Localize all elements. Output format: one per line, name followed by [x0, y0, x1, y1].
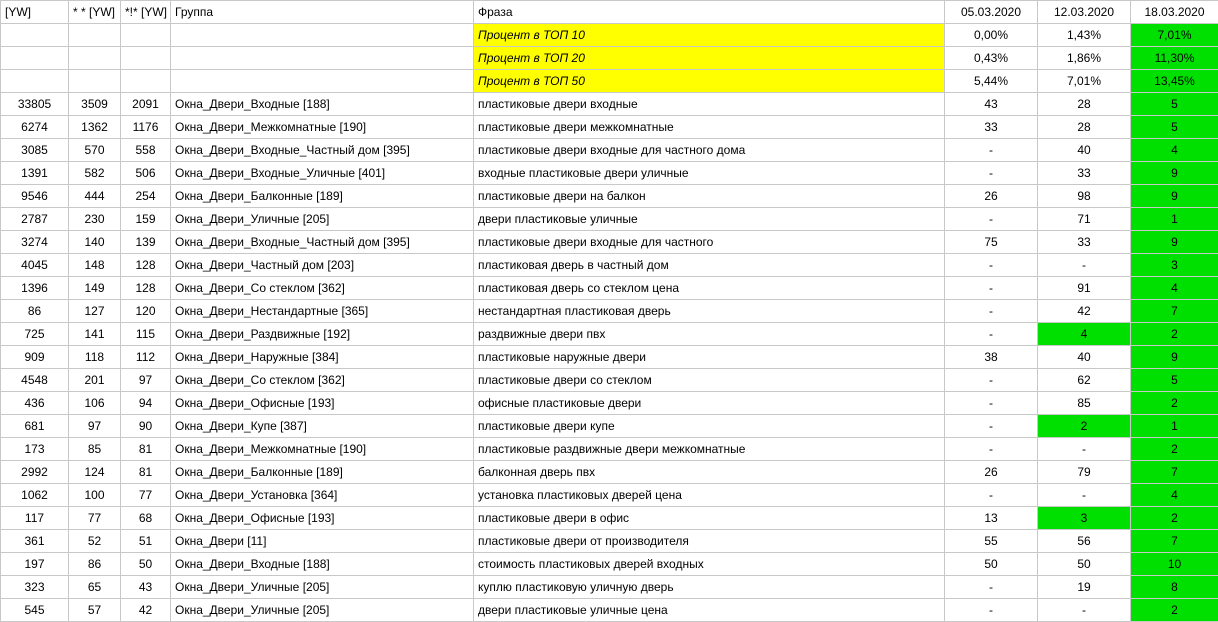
cell-group: Окна_Двери_Входные [188] — [171, 553, 474, 576]
cell-star-bang-yw: 43 — [121, 576, 171, 599]
cell-group: Окна_Двери_Нестандартные [365] — [171, 300, 474, 323]
cell-position-date-1: - — [945, 484, 1038, 507]
cell-star-bang-yw: 128 — [121, 277, 171, 300]
cell-position-date-3: 7 — [1131, 530, 1218, 553]
cell-star-bang-yw: 506 — [121, 162, 171, 185]
table-row — [1, 369, 1218, 392]
cell-group: Окна_Двери_Со стеклом [362] — [171, 277, 474, 300]
summary-value-date-3: 11,30% — [1131, 47, 1218, 70]
table-row — [1, 139, 1218, 162]
cell-star-bang-yw: 90 — [121, 415, 171, 438]
cell-yw: 9546 — [1, 185, 69, 208]
cell-position-date-1: 43 — [945, 93, 1038, 116]
cell-star-star-yw: 201 — [69, 369, 121, 392]
table-row — [1, 415, 1218, 438]
cell-yw: 4548 — [1, 369, 69, 392]
cell-yw: 2992 — [1, 461, 69, 484]
summary-row — [1, 24, 1218, 47]
cell-position-date-3: 4 — [1131, 139, 1218, 162]
cell-star-star-yw: 149 — [69, 277, 121, 300]
cell-phrase: пластиковая дверь со стеклом цена — [474, 277, 945, 300]
cell-yw: 909 — [1, 346, 69, 369]
cell-position-date-2: - — [1038, 484, 1131, 507]
cell-yw: 86 — [1, 300, 69, 323]
cell-position-date-2: 33 — [1038, 162, 1131, 185]
empty-cell — [69, 70, 121, 93]
cell-position-date-2: 85 — [1038, 392, 1131, 415]
cell-star-bang-yw: 120 — [121, 300, 171, 323]
cell-position-date-2: 56 — [1038, 530, 1131, 553]
column-header-yw[interactable]: [YW] — [1, 1, 69, 24]
cell-phrase: двери пластиковые уличные — [474, 208, 945, 231]
table-row — [1, 530, 1218, 553]
cell-phrase: стоимость пластиковых дверей входных — [474, 553, 945, 576]
cell-phrase: установка пластиковых дверей цена — [474, 484, 945, 507]
cell-group: Окна_Двери_Со стеклом [362] — [171, 369, 474, 392]
column-header-date-2[interactable]: 12.03.2020 — [1038, 1, 1131, 24]
cell-star-star-yw: 124 — [69, 461, 121, 484]
table-row — [1, 162, 1218, 185]
cell-position-date-2: 98 — [1038, 185, 1131, 208]
cell-phrase: пластиковые двери от производителя — [474, 530, 945, 553]
cell-star-bang-yw: 81 — [121, 461, 171, 484]
cell-position-date-2: 40 — [1038, 139, 1131, 162]
cell-yw: 3274 — [1, 231, 69, 254]
cell-position-date-2: - — [1038, 254, 1131, 277]
cell-position-date-2: 19 — [1038, 576, 1131, 599]
cell-position-date-2: 91 — [1038, 277, 1131, 300]
cell-star-bang-yw: 94 — [121, 392, 171, 415]
table-row — [1, 392, 1218, 415]
cell-star-star-yw: 148 — [69, 254, 121, 277]
cell-group: Окна_Двери_Раздвижные [192] — [171, 323, 474, 346]
cell-star-star-yw: 118 — [69, 346, 121, 369]
cell-group: Окна_Двери_Наружные [384] — [171, 346, 474, 369]
cell-phrase: балконная дверь пвх — [474, 461, 945, 484]
cell-group: Окна_Двери_Уличные [205] — [171, 599, 474, 622]
cell-group: Окна_Двери_Установка [364] — [171, 484, 474, 507]
cell-position-date-3: 4 — [1131, 277, 1218, 300]
cell-star-bang-yw: 159 — [121, 208, 171, 231]
cell-position-date-3: 9 — [1131, 346, 1218, 369]
cell-yw: 33805 — [1, 93, 69, 116]
cell-position-date-1: - — [945, 415, 1038, 438]
cell-position-date-1: 55 — [945, 530, 1038, 553]
cell-star-star-yw: 570 — [69, 139, 121, 162]
table-row — [1, 254, 1218, 277]
cell-star-bang-yw: 97 — [121, 369, 171, 392]
cell-star-star-yw: 3509 — [69, 93, 121, 116]
cell-star-star-yw: 444 — [69, 185, 121, 208]
table-row — [1, 484, 1218, 507]
cell-star-bang-yw: 128 — [121, 254, 171, 277]
cell-star-star-yw: 65 — [69, 576, 121, 599]
cell-yw: 361 — [1, 530, 69, 553]
cell-phrase: пластиковые двери межкомнатные — [474, 116, 945, 139]
cell-yw: 4045 — [1, 254, 69, 277]
summary-value-date-1: 0,00% — [945, 24, 1038, 47]
cell-star-star-yw: 140 — [69, 231, 121, 254]
cell-phrase: куплю пластиковую уличную дверь — [474, 576, 945, 599]
table-row — [1, 185, 1218, 208]
cell-group: Окна_Двери_Входные_Частный дом [395] — [171, 139, 474, 162]
cell-yw: 1396 — [1, 277, 69, 300]
cell-group: Окна_Двери_Входные_Уличные [401] — [171, 162, 474, 185]
summary-value-date-3: 13,45% — [1131, 70, 1218, 93]
cell-position-date-3: 5 — [1131, 369, 1218, 392]
table-row — [1, 208, 1218, 231]
summary-label: Процент в ТОП 20 — [474, 47, 945, 70]
cell-position-date-2: 2 — [1038, 415, 1131, 438]
cell-group: Окна_Двери_Купе [387] — [171, 415, 474, 438]
cell-position-date-1: - — [945, 438, 1038, 461]
cell-position-date-2: 71 — [1038, 208, 1131, 231]
cell-star-star-yw: 230 — [69, 208, 121, 231]
cell-star-bang-yw: 68 — [121, 507, 171, 530]
cell-position-date-2: 33 — [1038, 231, 1131, 254]
cell-phrase: пластиковые двери в офис — [474, 507, 945, 530]
summary-value-date-1: 0,43% — [945, 47, 1038, 70]
cell-yw: 545 — [1, 599, 69, 622]
cell-yw: 1062 — [1, 484, 69, 507]
cell-yw: 117 — [1, 507, 69, 530]
cell-star-bang-yw: 77 — [121, 484, 171, 507]
cell-position-date-2: 50 — [1038, 553, 1131, 576]
cell-phrase: пластиковые двери входные — [474, 93, 945, 116]
cell-position-date-3: 5 — [1131, 93, 1218, 116]
cell-star-star-yw: 86 — [69, 553, 121, 576]
cell-star-star-yw: 1362 — [69, 116, 121, 139]
cell-position-date-3: 9 — [1131, 231, 1218, 254]
table-row — [1, 93, 1218, 116]
cell-star-bang-yw: 254 — [121, 185, 171, 208]
cell-position-date-1: 26 — [945, 185, 1038, 208]
cell-position-date-2: 28 — [1038, 116, 1131, 139]
cell-position-date-3: 1 — [1131, 415, 1218, 438]
cell-star-bang-yw: 1176 — [121, 116, 171, 139]
cell-position-date-3: 2 — [1131, 392, 1218, 415]
cell-star-bang-yw: 2091 — [121, 93, 171, 116]
cell-position-date-3: 2 — [1131, 507, 1218, 530]
cell-position-date-1: - — [945, 208, 1038, 231]
cell-position-date-1: - — [945, 300, 1038, 323]
table-header — [1, 1, 1218, 24]
cell-star-bang-yw: 42 — [121, 599, 171, 622]
cell-position-date-2: 3 — [1038, 507, 1131, 530]
cell-position-date-1: 50 — [945, 553, 1038, 576]
cell-position-date-2: - — [1038, 599, 1131, 622]
cell-position-date-1: - — [945, 599, 1038, 622]
cell-position-date-1: - — [945, 277, 1038, 300]
cell-phrase: нестандартная пластиковая дверь — [474, 300, 945, 323]
cell-position-date-2: 62 — [1038, 369, 1131, 392]
cell-phrase: двери пластиковые уличные цена — [474, 599, 945, 622]
cell-position-date-1: 75 — [945, 231, 1038, 254]
cell-group: Окна_Двери_Балконные [189] — [171, 185, 474, 208]
cell-star-bang-yw: 139 — [121, 231, 171, 254]
cell-star-star-yw: 85 — [69, 438, 121, 461]
cell-position-date-3: 9 — [1131, 162, 1218, 185]
column-header-date-3[interactable]: 18.03.2020 — [1131, 1, 1218, 24]
cell-star-star-yw: 141 — [69, 323, 121, 346]
cell-position-date-3: 1 — [1131, 208, 1218, 231]
summary-value-date-3: 7,01% — [1131, 24, 1218, 47]
summary-label: Процент в ТОП 10 — [474, 24, 945, 47]
cell-star-star-yw: 100 — [69, 484, 121, 507]
cell-star-star-yw: 57 — [69, 599, 121, 622]
column-header-date-1[interactable]: 05.03.2020 — [945, 1, 1038, 24]
table-row — [1, 277, 1218, 300]
empty-cell — [171, 70, 474, 93]
table-row — [1, 323, 1218, 346]
cell-yw: 1391 — [1, 162, 69, 185]
cell-position-date-3: 7 — [1131, 461, 1218, 484]
cell-position-date-1: 13 — [945, 507, 1038, 530]
cell-position-date-3: 7 — [1131, 300, 1218, 323]
cell-star-bang-yw: 115 — [121, 323, 171, 346]
cell-position-date-3: 2 — [1131, 438, 1218, 461]
cell-group: Окна_Двери_Уличные [205] — [171, 576, 474, 599]
cell-position-date-2: 42 — [1038, 300, 1131, 323]
summary-value-date-2: 1,86% — [1038, 47, 1131, 70]
cell-position-date-1: - — [945, 323, 1038, 346]
cell-position-date-1: - — [945, 254, 1038, 277]
cell-group: Окна_Двери_Входные [188] — [171, 93, 474, 116]
empty-cell — [171, 47, 474, 70]
table-row — [1, 116, 1218, 139]
table-row — [1, 507, 1218, 530]
table-row — [1, 346, 1218, 369]
data-rows — [1, 93, 1218, 622]
column-header-star-star-yw[interactable]: * * [YW] — [69, 1, 121, 24]
column-header-group[interactable]: Группа — [171, 1, 474, 24]
table-row — [1, 461, 1218, 484]
cell-position-date-2: 28 — [1038, 93, 1131, 116]
cell-phrase: пластиковые двери на балкон — [474, 185, 945, 208]
cell-position-date-3: 3 — [1131, 254, 1218, 277]
cell-yw: 3085 — [1, 139, 69, 162]
cell-group: Окна_Двери_Межкомнатные [190] — [171, 116, 474, 139]
cell-star-star-yw: 127 — [69, 300, 121, 323]
cell-star-bang-yw: 50 — [121, 553, 171, 576]
cell-star-bang-yw: 51 — [121, 530, 171, 553]
cell-position-date-3: 5 — [1131, 116, 1218, 139]
cell-phrase: пластиковые раздвижные двери межкомнатные — [474, 438, 945, 461]
empty-cell — [121, 47, 171, 70]
cell-star-star-yw: 582 — [69, 162, 121, 185]
cell-position-date-1: 26 — [945, 461, 1038, 484]
cell-position-date-2: - — [1038, 438, 1131, 461]
summary-value-date-1: 5,44% — [945, 70, 1038, 93]
cell-position-date-1: - — [945, 576, 1038, 599]
cell-yw: 436 — [1, 392, 69, 415]
summary-label: Процент в ТОП 50 — [474, 70, 945, 93]
cell-group: Окна_Двери_Уличные [205] — [171, 208, 474, 231]
empty-cell — [1, 70, 69, 93]
cell-position-date-1: - — [945, 369, 1038, 392]
cell-position-date-2: 40 — [1038, 346, 1131, 369]
cell-position-date-2: 79 — [1038, 461, 1131, 484]
cell-yw: 725 — [1, 323, 69, 346]
cell-group: Окна_Двери [11] — [171, 530, 474, 553]
cell-yw: 6274 — [1, 116, 69, 139]
empty-cell — [121, 70, 171, 93]
cell-position-date-1: - — [945, 392, 1038, 415]
table-row — [1, 300, 1218, 323]
cell-phrase: раздвижные двери пвх — [474, 323, 945, 346]
cell-position-date-1: - — [945, 162, 1038, 185]
cell-position-date-3: 10 — [1131, 553, 1218, 576]
cell-group: Окна_Двери_Балконные [189] — [171, 461, 474, 484]
summary-row — [1, 47, 1218, 70]
cell-position-date-1: 33 — [945, 116, 1038, 139]
cell-star-bang-yw: 112 — [121, 346, 171, 369]
column-header-phrase[interactable]: Фраза — [474, 1, 945, 24]
empty-cell — [1, 24, 69, 47]
cell-position-date-3: 4 — [1131, 484, 1218, 507]
summary-value-date-2: 7,01% — [1038, 70, 1131, 93]
cell-phrase: пластиковые двери со стеклом — [474, 369, 945, 392]
cell-phrase: входные пластиковые двери уличные — [474, 162, 945, 185]
summary-value-date-2: 1,43% — [1038, 24, 1131, 47]
cell-group: Окна_Двери_Межкомнатные [190] — [171, 438, 474, 461]
cell-position-date-1: 38 — [945, 346, 1038, 369]
column-header-star-bang-yw[interactable]: *!* [YW] — [121, 1, 171, 24]
cell-group: Окна_Двери_Частный дом [203] — [171, 254, 474, 277]
cell-yw: 323 — [1, 576, 69, 599]
summary-rows — [1, 24, 1218, 93]
cell-phrase: пластиковая дверь в частный дом — [474, 254, 945, 277]
header-row — [1, 1, 1218, 24]
empty-cell — [1, 47, 69, 70]
cell-position-date-3: 9 — [1131, 185, 1218, 208]
cell-yw: 173 — [1, 438, 69, 461]
cell-star-bang-yw: 558 — [121, 139, 171, 162]
cell-group: Окна_Двери_Офисные [193] — [171, 392, 474, 415]
cell-yw: 197 — [1, 553, 69, 576]
table-row — [1, 599, 1218, 622]
empty-cell — [171, 24, 474, 47]
cell-position-date-3: 2 — [1131, 599, 1218, 622]
cell-phrase: пластиковые двери купе — [474, 415, 945, 438]
empty-cell — [121, 24, 171, 47]
cell-star-star-yw: 106 — [69, 392, 121, 415]
cell-star-star-yw: 52 — [69, 530, 121, 553]
cell-position-date-3: 2 — [1131, 323, 1218, 346]
empty-cell — [69, 24, 121, 47]
cell-yw: 681 — [1, 415, 69, 438]
cell-star-star-yw: 97 — [69, 415, 121, 438]
cell-position-date-2: 4 — [1038, 323, 1131, 346]
summary-row — [1, 70, 1218, 93]
cell-phrase: пластиковые наружные двери — [474, 346, 945, 369]
table-row — [1, 438, 1218, 461]
cell-phrase: пластиковые двери входные для частного — [474, 231, 945, 254]
cell-position-date-1: - — [945, 139, 1038, 162]
table-row — [1, 231, 1218, 254]
cell-phrase: офисные пластиковые двери — [474, 392, 945, 415]
cell-star-bang-yw: 81 — [121, 438, 171, 461]
cell-phrase: пластиковые двери входные для частного дома — [474, 139, 945, 162]
empty-cell — [69, 47, 121, 70]
cell-group: Окна_Двери_Офисные [193] — [171, 507, 474, 530]
cell-yw: 2787 — [1, 208, 69, 231]
cell-group: Окна_Двери_Входные_Частный дом [395] — [171, 231, 474, 254]
table-row — [1, 576, 1218, 599]
cell-position-date-3: 8 — [1131, 576, 1218, 599]
table-row — [1, 553, 1218, 576]
cell-star-star-yw: 77 — [69, 507, 121, 530]
